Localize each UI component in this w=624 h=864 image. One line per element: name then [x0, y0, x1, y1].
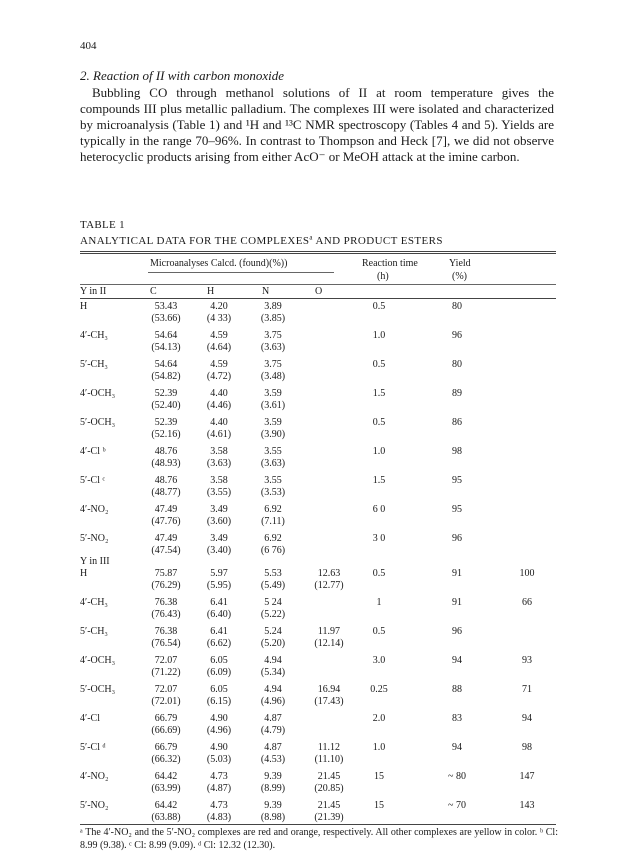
row-y-label: H [80, 568, 88, 579]
cell-yield-complex: 83 [452, 713, 462, 724]
cell-reaction-time: 3.0 [372, 655, 386, 666]
cell-n-calcd: 6.92 [264, 533, 282, 544]
table-top-rule [80, 251, 556, 252]
cell-c-found: (76.29) [151, 580, 181, 591]
cell-yield-complex: 95 [452, 504, 462, 515]
cell-h-found: (4.61) [206, 429, 232, 440]
page-number: 404 [80, 40, 97, 52]
cell-o-found: (17.43) [314, 696, 344, 707]
header-y-column: Y in II [80, 286, 107, 297]
table-caption-suffix: AND PRODUCT ESTERS [312, 235, 443, 247]
row-y-label: 5′-NO₂ [80, 533, 109, 544]
cell-c-found: (48.77) [151, 487, 181, 498]
cell-c-found: (76.43) [151, 609, 181, 620]
header-n-column: N [262, 286, 270, 297]
cell-c-found: (48.93) [151, 458, 181, 469]
cell-n-calcd: 3.55 [264, 446, 282, 457]
row-y-label: 5′-NO₂ [80, 800, 109, 811]
body-paragraph: Bubbling CO through methanol solutions of II at room temperature gives the compounds III plus metallic palladium. The complexes III were isolated and characterized by microanalysis (Table 1) and ¹H and ¹³C NMR spectroscopy (Tables 4 and 5). Yields are typically in the range 70–96%. In contrast to Thompson and Heck [7], we did not observe heterocyclic products arising from either AcO⁻ or MeOH attack at the imine carbon. [80, 85, 554, 164]
cell-n-found: (7.11) [261, 516, 285, 527]
cell-o-found: (20.85) [314, 783, 344, 794]
cell-n-calcd: 4.94 [264, 684, 282, 695]
cell-o-calcd: 16.94 [317, 684, 341, 695]
cell-yield-ester: 98 [522, 742, 532, 753]
cell-h-found: (4.83) [206, 812, 232, 823]
row-y-label: 4′-NO₂ [80, 771, 109, 782]
cell-c-calcd: 64.42 [154, 800, 178, 811]
cell-h-calcd: 4.73 [210, 771, 228, 782]
header-microanalyses-rule [148, 272, 334, 273]
row-y-label: 4′-CH₃ [80, 330, 108, 341]
cell-h-calcd: 3.58 [210, 475, 228, 486]
cell-n-calcd: 5 24 [264, 597, 282, 608]
table-caption-main: ANALYTICAL DATA FOR THE COMPLEXES [80, 235, 310, 247]
row-y-label: 5′-CH₃ [80, 359, 108, 370]
cell-n-found: (5.49) [260, 580, 286, 591]
cell-c-calcd: 48.76 [154, 475, 178, 486]
cell-h-found: (4.46) [206, 400, 232, 411]
cell-h-calcd: 6.05 [210, 655, 228, 666]
cell-o-calcd: 21.45 [317, 800, 341, 811]
cell-reaction-time: 1 [376, 597, 382, 608]
cell-n-calcd: 9.39 [264, 771, 282, 782]
cell-n-calcd: 4.87 [264, 713, 282, 724]
cell-n-calcd: 3.55 [264, 475, 282, 486]
cell-h-found: (5.95) [206, 580, 232, 591]
cell-c-found: (53.66) [151, 313, 181, 324]
cell-n-calcd: 3.75 [264, 330, 282, 341]
cell-o-found: (11.10) [314, 754, 344, 765]
cell-h-found: (6.40) [206, 609, 232, 620]
row-y-label: 4′-OCH₃ [80, 388, 116, 399]
cell-o-calcd: 12.63 [317, 568, 341, 579]
cell-c-calcd: 54.64 [154, 330, 178, 341]
cell-h-calcd: 5.97 [210, 568, 228, 579]
cell-reaction-time: 3 0 [372, 533, 386, 544]
cell-yield-ester: 66 [522, 597, 532, 608]
table-bottom-rule [80, 824, 556, 825]
cell-c-found: (66.69) [151, 725, 181, 736]
cell-reaction-time: 1.0 [372, 330, 386, 341]
cell-reaction-time: 0.5 [372, 301, 386, 312]
header-reaction-time-unit: (h) [377, 271, 389, 282]
table-top-rule-2 [80, 253, 556, 254]
row-y-label: H [80, 301, 88, 312]
row-y-label: 5′-OCH₃ [80, 417, 116, 428]
cell-c-calcd: 53.43 [154, 301, 178, 312]
cell-reaction-time: 6 0 [372, 504, 386, 515]
table-header-bottom-rule [80, 298, 556, 299]
cell-reaction-time: 1.0 [372, 446, 386, 457]
header-microanalyses: Microanalyses Calcd. (found)(%)) [150, 258, 288, 269]
group-label-y-in-iii: Y in III [80, 556, 110, 567]
cell-yield-complex: 98 [452, 446, 462, 457]
cell-c-calcd: 66.79 [154, 713, 178, 724]
cell-h-found: (5.03) [206, 754, 232, 765]
cell-n-calcd: 3.59 [264, 417, 282, 428]
cell-c-found: (63.99) [151, 783, 181, 794]
cell-c-found: (52.40) [151, 400, 181, 411]
cell-reaction-time: 15 [374, 800, 384, 811]
cell-yield-complex: 95 [452, 475, 462, 486]
cell-n-calcd: 5.53 [264, 568, 282, 579]
cell-c-found: (47.54) [151, 545, 181, 556]
header-yield-unit: (%) [452, 271, 467, 282]
cell-h-calcd: 3.49 [210, 533, 228, 544]
cell-n-found: (3.48) [260, 371, 286, 382]
cell-c-found: (72.01) [151, 696, 181, 707]
cell-n-calcd: 4.94 [264, 655, 282, 666]
cell-h-found: (4.87) [206, 783, 232, 794]
cell-yield-complex: 86 [452, 417, 462, 428]
row-y-label: 4′-OCH₃ [80, 655, 116, 666]
cell-c-found: (66.32) [151, 754, 181, 765]
cell-h-found: (6.62) [206, 638, 232, 649]
cell-n-found: (3.90) [260, 429, 286, 440]
cell-yield-complex: 94 [452, 655, 462, 666]
cell-h-calcd: 4.59 [210, 330, 228, 341]
cell-c-calcd: 48.76 [154, 446, 178, 457]
cell-reaction-time: 1.5 [372, 475, 386, 486]
row-y-label: 5′-OCH₃ [80, 684, 116, 695]
cell-reaction-time: 2.0 [372, 713, 386, 724]
cell-n-found: (5.22) [260, 609, 286, 620]
cell-reaction-time: 0.5 [372, 626, 386, 637]
row-y-label: 5′-CH₃ [80, 626, 108, 637]
cell-h-found: (3.55) [206, 487, 232, 498]
cell-h-calcd: 3.49 [210, 504, 228, 515]
cell-n-found: (3.61) [260, 400, 286, 411]
cell-yield-complex: 91 [452, 568, 462, 579]
cell-reaction-time: 0.5 [372, 568, 386, 579]
cell-yield-ester: 94 [522, 713, 532, 724]
cell-c-calcd: 72.07 [154, 684, 178, 695]
cell-n-found: (8.98) [260, 812, 286, 823]
cell-yield-complex: 96 [452, 533, 462, 544]
cell-c-found: (52.16) [151, 429, 181, 440]
cell-c-found: (71.22) [151, 667, 181, 678]
cell-yield-ester: 71 [522, 684, 532, 695]
cell-n-calcd: 3.75 [264, 359, 282, 370]
cell-n-found: (4.53) [260, 754, 286, 765]
header-rule [80, 284, 556, 285]
cell-yield-complex: 88 [452, 684, 462, 695]
table-label: TABLE 1 [80, 219, 125, 231]
cell-h-found: (3.60) [206, 516, 232, 527]
cell-h-calcd: 6.41 [210, 626, 228, 637]
cell-yield-complex: 94 [452, 742, 462, 753]
cell-o-calcd: 11.97 [317, 626, 341, 637]
row-y-label: 4′-CH₃ [80, 597, 108, 608]
header-o-column: O [315, 286, 323, 297]
cell-h-found: (3.40) [206, 545, 232, 556]
row-y-label: 4′-NO₂ [80, 504, 109, 515]
cell-n-calcd: 3.89 [264, 301, 282, 312]
cell-h-calcd: 4.90 [210, 713, 228, 724]
cell-h-calcd: 3.58 [210, 446, 228, 457]
cell-n-found: (3.63) [260, 458, 286, 469]
cell-h-calcd: 4.59 [210, 359, 228, 370]
cell-c-found: (47.76) [151, 516, 181, 527]
cell-n-found: (6 76) [260, 545, 286, 556]
cell-c-found: (76.54) [151, 638, 181, 649]
cell-yield-ester: 100 [519, 568, 535, 579]
cell-reaction-time: 1.5 [372, 388, 386, 399]
cell-c-calcd: 47.49 [154, 504, 178, 515]
cell-yield-complex: 80 [452, 359, 462, 370]
cell-reaction-time: 0.5 [372, 359, 386, 370]
cell-yield-complex: ~ 70 [448, 800, 466, 811]
cell-c-calcd: 66.79 [154, 742, 178, 753]
section-heading: 2. Reaction of II with carbon monoxide [80, 68, 284, 83]
cell-h-calcd: 4.90 [210, 742, 228, 753]
cell-o-found: (12.77) [314, 580, 344, 591]
cell-yield-complex: ~ 80 [448, 771, 466, 782]
cell-yield-complex: 96 [452, 330, 462, 341]
cell-h-calcd: 4.20 [210, 301, 228, 312]
cell-h-calcd: 6.05 [210, 684, 228, 695]
cell-n-calcd: 3.59 [264, 388, 282, 399]
cell-n-found: (3.63) [260, 342, 286, 353]
cell-c-calcd: 75.87 [154, 568, 178, 579]
cell-n-found: (4.79) [260, 725, 286, 736]
cell-c-calcd: 76.38 [154, 626, 178, 637]
cell-yield-complex: 80 [452, 301, 462, 312]
cell-o-calcd: 21.45 [317, 771, 341, 782]
cell-yield-ester: 143 [519, 800, 535, 811]
row-y-label: 5′-Cl ᵈ [80, 742, 106, 753]
table-footnote: ᵃ The 4′-NO₂ and the 5′-NO₂ complexes are red and orange, respectively. All other complexes are yellow in color. ᵇ Cl: 8.99 (9.38). ᶜ Cl: 8.99 (9.09). ᵈ Cl: 12.32 (12.30). [80, 827, 558, 851]
cell-reaction-time: 0.5 [372, 417, 386, 428]
header-yield: Yield [449, 258, 471, 269]
cell-h-found: (4.72) [206, 371, 232, 382]
cell-c-calcd: 76.38 [154, 597, 178, 608]
cell-h-found: (6.09) [206, 667, 232, 678]
row-y-label: 4′-Cl ᵇ [80, 446, 106, 457]
cell-yield-complex: 96 [452, 626, 462, 637]
cell-c-calcd: 54.64 [154, 359, 178, 370]
cell-h-calcd: 4.40 [210, 417, 228, 428]
cell-h-found: (4.64) [206, 342, 232, 353]
cell-h-found: (3.63) [206, 458, 232, 469]
cell-o-found: (21.39) [314, 812, 344, 823]
cell-n-calcd: 4.87 [264, 742, 282, 753]
cell-n-calcd: 5.24 [264, 626, 282, 637]
cell-h-calcd: 4.40 [210, 388, 228, 399]
cell-n-found: (4.96) [260, 696, 286, 707]
cell-n-found: (8.99) [260, 783, 286, 794]
cell-n-calcd: 6.92 [264, 504, 282, 515]
cell-o-calcd: 11.12 [317, 742, 341, 753]
table-caption [80, 235, 443, 247]
cell-c-found: (54.13) [151, 342, 181, 353]
header-h-column: H [207, 286, 215, 297]
cell-n-calcd: 9.39 [264, 800, 282, 811]
cell-n-found: (5.20) [260, 638, 286, 649]
header-c-column: C [150, 286, 157, 297]
cell-reaction-time: 0.25 [370, 684, 388, 695]
row-y-label: 5′-Cl ᶜ [80, 475, 106, 486]
cell-yield-complex: 89 [452, 388, 462, 399]
cell-c-calcd: 64.42 [154, 771, 178, 782]
cell-o-found: (12.14) [314, 638, 344, 649]
cell-yield-ester: 93 [522, 655, 532, 666]
cell-h-calcd: 6.41 [210, 597, 228, 608]
cell-c-calcd: 47.49 [154, 533, 178, 544]
cell-n-found: (3.85) [260, 313, 286, 324]
cell-reaction-time: 15 [374, 771, 384, 782]
cell-h-found: (4.96) [206, 725, 232, 736]
cell-c-found: (63.88) [151, 812, 181, 823]
cell-h-found: (6.15) [206, 696, 232, 707]
cell-yield-ester: 147 [519, 771, 535, 782]
cell-n-found: (3.53) [260, 487, 286, 498]
cell-n-found: (5.34) [260, 667, 286, 678]
cell-h-found: (4 33) [206, 313, 232, 324]
cell-c-calcd: 72.07 [154, 655, 178, 666]
cell-c-calcd: 52.39 [154, 388, 178, 399]
cell-reaction-time: 1.0 [372, 742, 386, 753]
header-reaction-time: Reaction time [362, 258, 418, 269]
row-y-label: 4′-Cl [80, 713, 100, 724]
cell-c-calcd: 52.39 [154, 417, 178, 428]
cell-h-calcd: 4.73 [210, 800, 228, 811]
table-caption-mark: a [309, 233, 313, 242]
cell-yield-complex: 91 [452, 597, 462, 608]
cell-c-found: (54.82) [151, 371, 181, 382]
